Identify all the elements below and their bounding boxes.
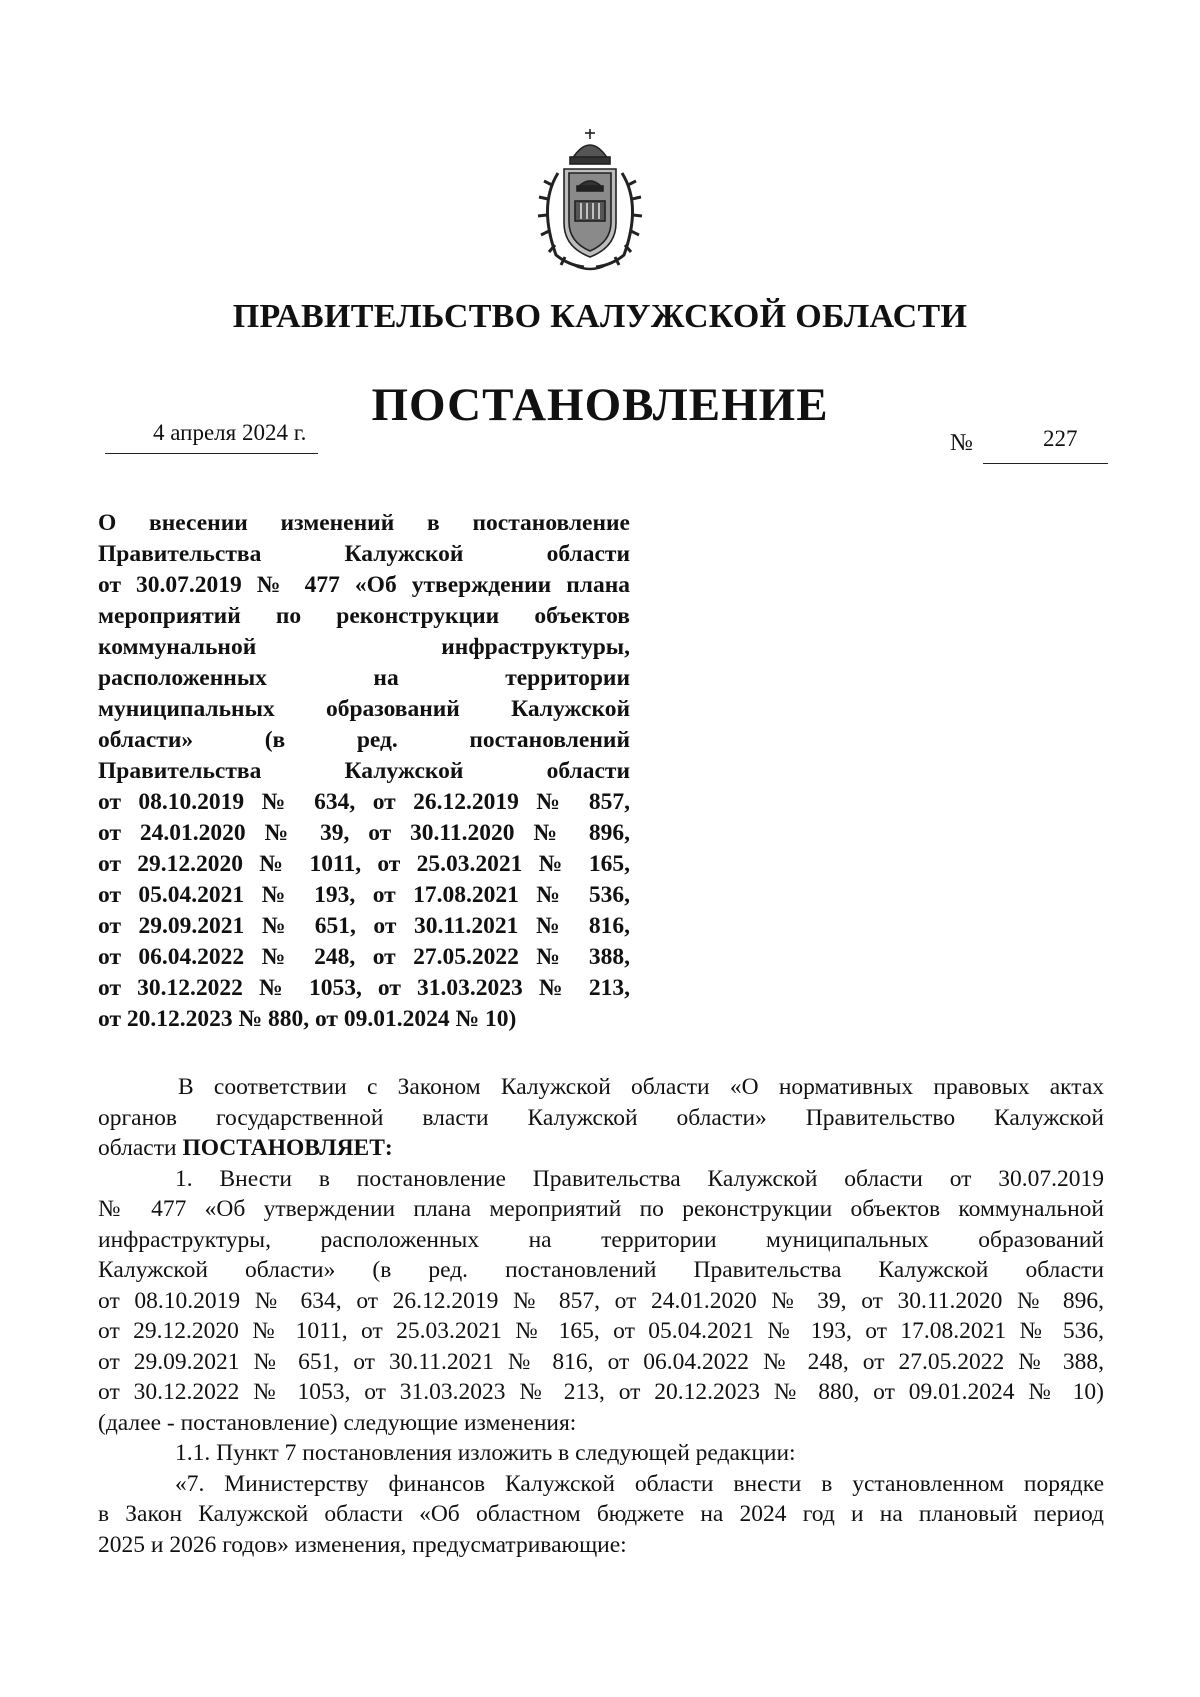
subject-line: от 05.04.2021 № 193, от 17.08.2021 № 536, xyxy=(98,882,630,908)
number-underline xyxy=(983,463,1108,464)
subject-line: Правительства Калужской области xyxy=(98,758,630,784)
organization-title: ПРАВИТЕЛЬСТВО КАЛУЖСКОЙ ОБЛАСТИ xyxy=(232,298,968,335)
item-1-line: 1. Внести в постановление Правительства Калужской области от 30.07.2019 xyxy=(175,1165,1104,1192)
subject-line: от 08.10.2019 № 634, от 26.12.2019 № 857, xyxy=(98,789,630,815)
document-date: 4 апреля 2024 г. xyxy=(153,420,307,445)
document-body xyxy=(98,1072,1104,1560)
item-1-line: Калужской области» (в ред. постановлений Правительства Калужской области xyxy=(98,1257,1104,1283)
document-type-title: ПОСТАНОВЛЕНИЕ xyxy=(371,379,829,431)
resolves-keyword: ПОСТАНОВЛЯЕТ: xyxy=(182,1135,393,1161)
coat-of-arms-emblem xyxy=(528,125,652,273)
subject-line: муниципальных образований Калужской xyxy=(98,696,630,722)
subject-line: области» (в ред. постановлений xyxy=(98,727,630,753)
date-underline xyxy=(105,453,318,454)
preamble-line xyxy=(98,1133,1104,1164)
item-1-line: от 29.12.2020 № 1011, от 25.03.2021 № 165, от 05.04.2021 № 193, от 17.08.2021 № 536, xyxy=(98,1318,1104,1344)
subject-line: коммунальной инфраструктуры, xyxy=(98,634,630,660)
document-subject xyxy=(98,508,630,1035)
subject-line: от 30.07.2019 № 477 «Об утверждении плана xyxy=(98,572,630,598)
item-7-line: в Закон Калужской области «Об областном бюджете на 2024 год и на плановый период xyxy=(98,1501,1104,1527)
subject-line: от 06.04.2022 № 248, от 27.05.2022 № 388, xyxy=(98,944,630,970)
subject-line: от 30.12.2022 № 1053, от 31.03.2023 № 213, xyxy=(98,975,630,1001)
item-1-line: от 30.12.2022 № 1053, от 31.03.2023 № 213, от 20.12.2023 № 880, от 09.01.2024 № 10) xyxy=(98,1379,1104,1405)
subject-line: расположенных на территории xyxy=(98,665,630,691)
item-1-line: от 08.10.2019 № 634, от 26.12.2019 № 857, от 24.01.2020 № 39, от 30.11.2020 № 896, xyxy=(98,1287,1104,1314)
item-7-line: 2025 и 2026 годов» изменения, предусматривающие: xyxy=(98,1531,627,1558)
item-7-line: «7. Министерству финансов Калужской области внести в установленном порядке xyxy=(175,1470,1104,1497)
number-sign: № xyxy=(950,430,973,456)
subject-line: О внесении изменений в постановление xyxy=(98,510,630,536)
item-1-line: № 477 «Об утверждении плана мероприятий по реконструкции объектов коммунальной xyxy=(98,1196,1104,1222)
item-1-line: от 29.09.2021 № 651, от 30.11.2021 № 816, от 06.04.2022 № 248, от 27.05.2022 № 388, xyxy=(98,1348,1104,1375)
item-1-1-line: 1.1. Пункт 7 постановления изложить в следующей редакции: xyxy=(175,1440,796,1466)
item-1-line: инфраструктуры, расположенных на территории муниципальных образований xyxy=(98,1226,1104,1253)
subject-line: от 24.01.2020 № 39, от 30.11.2020 № 896, xyxy=(98,820,630,846)
preamble-prefix: области xyxy=(98,1135,183,1161)
subject-line: от 20.12.2023 № 880, от 09.01.2024 № 10) xyxy=(98,1006,517,1032)
subject-line: мероприятий по реконструкции объектов xyxy=(98,603,630,629)
preamble-line: В соответствии с Законом Калужской области «О нормативных правовых актах xyxy=(178,1074,1104,1100)
subject-line: Правительства Калужской области xyxy=(98,541,630,567)
preamble-line: органов государственной власти Калужской области» Правительство Калужской xyxy=(98,1104,1104,1131)
document-number: 227 xyxy=(1043,426,1078,451)
subject-line: от 29.12.2020 № 1011, от 25.03.2021 № 165, xyxy=(98,851,630,877)
subject-line: от 29.09.2021 № 651, от 30.11.2021 № 816, xyxy=(98,913,630,939)
item-1-line: (далее - постановление) следующие изменения: xyxy=(98,1409,577,1436)
